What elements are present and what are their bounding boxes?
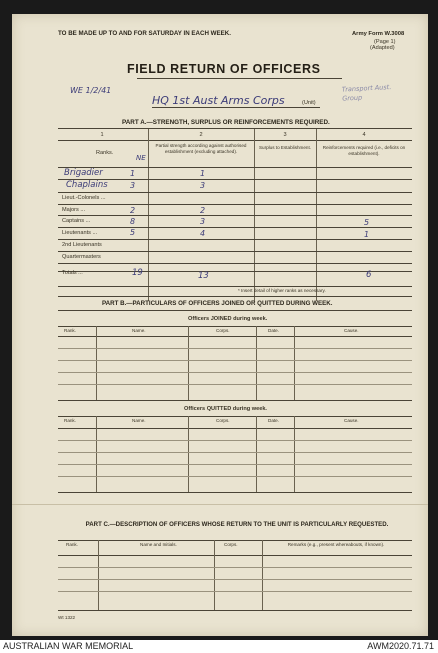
quitted-col-corps: Corps. <box>216 418 230 423</box>
part-c-divider <box>98 540 99 610</box>
ne-brigadier: 1 <box>130 169 136 178</box>
part-c-line <box>58 579 412 580</box>
part-b-title: PART B.—PARTICULARS OF OFFICERS JOINED OR QUITTED DURING WEEK. <box>102 300 333 307</box>
col-header-surplus: Surplus to Establishment. <box>258 145 312 150</box>
faint-stamp: Transport Aust. Group <box>341 83 392 103</box>
totals-strength: 13 <box>198 271 209 281</box>
quitted-col-date: Date. <box>268 418 279 423</box>
col-number-4: 4 <box>362 132 366 138</box>
joined-col-date: Date. <box>268 328 279 333</box>
quitted-line <box>58 476 412 477</box>
part-c-rule <box>58 555 412 556</box>
joined-line <box>58 384 412 385</box>
col-number-rule <box>58 140 412 141</box>
ne-lieutenants: 5 <box>130 228 136 237</box>
joined-divider <box>96 326 97 400</box>
part-c-line <box>58 567 412 568</box>
part-c-divider <box>262 540 263 610</box>
strength-chaplains: 3 <box>200 181 206 190</box>
strength-majors: 2 <box>200 206 206 215</box>
strength-lieutenants: 4 <box>200 229 206 238</box>
part-c-line <box>58 591 412 592</box>
strength-captains: 3 <box>200 217 206 226</box>
totals-label: Totals ... <box>62 270 83 276</box>
joined-title: Officers JOINED during week. <box>188 316 268 322</box>
joined-divider <box>294 326 295 400</box>
unit-line <box>152 107 320 108</box>
quitted-header-rule <box>58 416 412 417</box>
col-header-reinforcements: Reinforcements required (i.e., deficits on establishment). <box>322 145 406 156</box>
part-c-divider <box>214 540 215 610</box>
quitted-line <box>58 440 412 441</box>
col-number-1: 1 <box>100 132 104 138</box>
part-b-rule <box>58 310 412 311</box>
part-c-title: PART C.—DESCRIPTION OF OFFICERS WHOSE RETURN TO THE UNIT IS PARTICULARLY REQUESTED. <box>85 521 389 528</box>
joined-line <box>58 348 412 349</box>
rank-chaplains: Chaplains <box>66 180 108 190</box>
part-a-title: PART A.—STRENGTH, SURPLUS OR REINFORCEMENTS REQUIRED. <box>122 119 330 126</box>
print-code: Wt 1322 <box>58 615 76 620</box>
instruction-text: TO BE MADE UP TO AND FOR SATURDAY IN EACH WEEK. <box>58 30 231 37</box>
footer-bar <box>0 640 438 653</box>
part-b-bottom-rule <box>58 492 412 493</box>
form-number: Army Form W.3008 <box>352 31 405 37</box>
part-a-bottom-rule <box>58 286 412 287</box>
col-header-ne: NE <box>136 154 146 162</box>
joined-divider <box>256 326 257 400</box>
adapted-note: (Adapted) <box>370 45 395 51</box>
rank-majors: Majors ... <box>62 207 86 213</box>
handwritten-date: WE 1/2/41 <box>70 86 112 95</box>
part-c-col-corps: Corps. <box>224 542 238 547</box>
totals-reinf: 6 <box>366 270 372 280</box>
joined-rule <box>58 336 412 337</box>
joined-col-cause: Cause. <box>344 328 359 333</box>
unit-label: (Unit) <box>302 100 316 106</box>
rank-quartermasters: Quartermasters <box>62 254 101 260</box>
quitted-line <box>58 464 412 465</box>
joined-bottom-rule <box>58 400 412 401</box>
ne-chaplains: 3 <box>130 181 136 190</box>
joined-header-rule <box>58 326 412 327</box>
part-a-footnote: * Insert detail of higher ranks as necessary. <box>238 288 326 293</box>
quitted-line <box>58 452 412 453</box>
part-a-top-rule <box>58 128 412 129</box>
quitted-col-name: Name. <box>132 418 146 423</box>
part-c-col-rank: Rank. <box>66 542 79 547</box>
part-c-col-remarks: Remarks (e.g., present whereabouts, if known). <box>287 542 385 547</box>
joined-col-rank: Rank. <box>64 328 77 333</box>
joined-line <box>58 360 412 361</box>
joined-col-corps: Corps. <box>216 328 230 333</box>
quitted-title: Officers QUITTED during week. <box>184 406 267 412</box>
document-page <box>12 14 428 636</box>
form-title: FIELD RETURN OF OFFICERS <box>127 62 321 76</box>
joined-divider <box>188 326 189 400</box>
rank-lieutenants: Lieutenants ... <box>62 230 98 236</box>
col-header-ranks: Ranks. <box>96 150 114 156</box>
handwritten-unit-name: HQ 1st Aust Arms Corps <box>152 94 285 107</box>
quitted-rule <box>58 428 412 429</box>
col-header-partial-strength: Partial strength according against authorised establishment (excluding attached). <box>155 143 247 154</box>
quitted-divider <box>96 416 97 492</box>
quitted-divider <box>188 416 189 492</box>
rank-captains: Captains ... <box>62 218 91 224</box>
reinf-lieutenants: 1 <box>364 230 370 239</box>
fold-line <box>12 504 428 505</box>
ne-majors: 2 <box>130 206 136 215</box>
page-number: (Page 1) <box>374 39 396 45</box>
title-underline <box>137 78 342 79</box>
footer-institution: AUSTRALIAN WAR MEMORIAL <box>3 641 134 651</box>
reinf-captains: 5 <box>364 218 370 227</box>
part-c-top-rule <box>58 540 412 541</box>
quitted-col-cause: Cause. <box>344 418 359 423</box>
quitted-col-rank: Rank. <box>64 418 77 423</box>
joined-col-name: Name. <box>132 328 146 333</box>
footer-accession-number: AWM2020.71.71 <box>367 641 434 651</box>
ne-captains: 8 <box>130 217 136 226</box>
rank-brigadier: Brigadier <box>64 168 103 178</box>
part-b-top-rule <box>58 296 412 297</box>
rank-lieut-colonels: Lieut.-Colonels ... <box>62 195 106 201</box>
quitted-divider <box>294 416 295 492</box>
rank-2nd-lieutenants: 2nd Lieutenants <box>62 242 102 248</box>
totals-ne: 19 <box>132 268 143 278</box>
strength-brigadier: 1 <box>200 169 206 178</box>
part-c-bottom-rule <box>58 610 412 611</box>
col-number-2: 2 <box>199 132 203 138</box>
col-number-3: 3 <box>283 132 287 138</box>
joined-line <box>58 372 412 373</box>
part-c-col-name: Name and Initials. <box>140 542 177 547</box>
row-rule <box>58 167 412 168</box>
quitted-divider <box>256 416 257 492</box>
